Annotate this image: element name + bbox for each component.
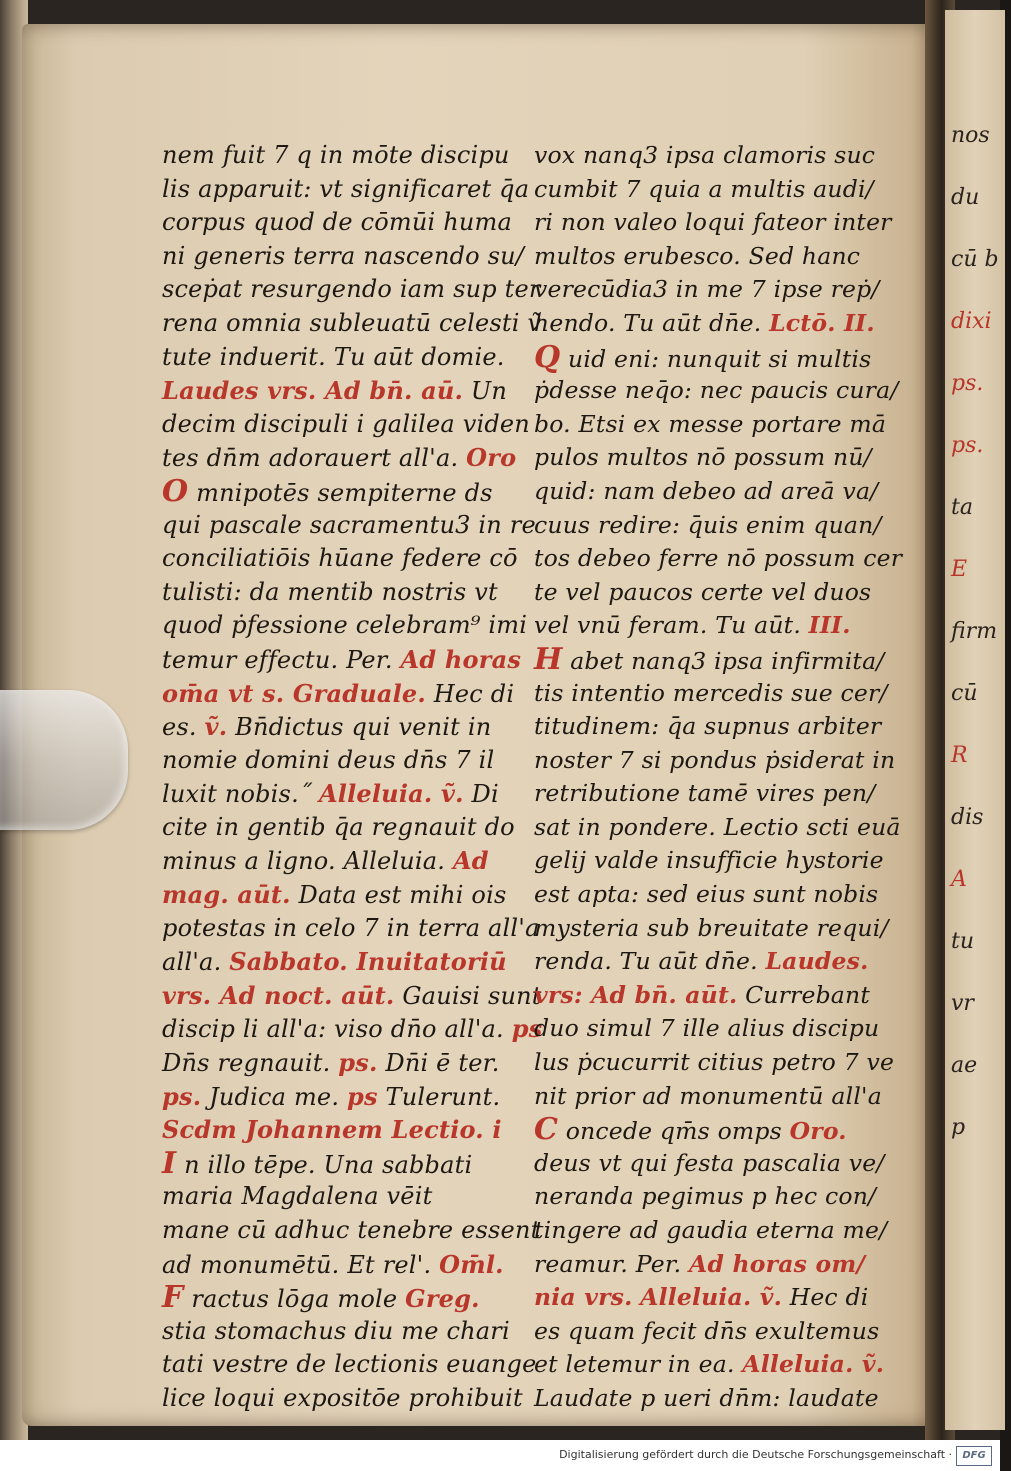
text-segment: renda. Tu aūt dn̄e. — [534, 947, 766, 976]
text-line — [162, 173, 530, 207]
text-segment: sceṗat resurgendo iam sup ter — [162, 275, 541, 304]
text-segment: tute induerit. Tu aūt domie. — [162, 342, 505, 371]
rubric: mag. aūt. — [162, 880, 291, 910]
text-line — [534, 979, 892, 1013]
text-segment: vox nanq3 ipsa clamoris suc — [534, 141, 876, 169]
text-line — [162, 1281, 520, 1315]
text-segment: Currebant — [737, 980, 870, 1009]
text-segment: nomie domini deus dn̄s 7 il — [162, 745, 495, 774]
text-segment: Hec di — [781, 1283, 869, 1312]
text-line — [534, 1180, 892, 1214]
initial-letter: H — [534, 641, 563, 677]
text-segment: ad monumētū. Et rel'. — [162, 1250, 440, 1279]
text-line — [162, 878, 520, 912]
text-line — [162, 1248, 520, 1282]
text-segment: n illo tēpe. Una sabbati — [176, 1150, 473, 1179]
page-fragment-text: dixi — [951, 309, 992, 334]
text-segment: Dn̄s regnauit. — [162, 1049, 339, 1078]
rubric: ps — [347, 1081, 378, 1111]
text-line — [534, 173, 892, 207]
text-line — [534, 945, 892, 979]
page-fragment-text: dis — [951, 805, 984, 830]
rubric: Laudes vrs. Ad bn̄. aū. — [162, 376, 464, 406]
text-segment: minus a ligno. Alleluia. — [162, 847, 453, 876]
text-segment: tulisti: da mentib nostris vt — [162, 577, 498, 606]
digitization-footer — [0, 1440, 1000, 1471]
text-segment: ṗdesse neq̄o: nec paucis cura/ — [534, 376, 899, 405]
initial-letter: C — [534, 1112, 559, 1148]
page-fragment-text: ae — [951, 1053, 978, 1078]
rubric: Ad horas — [400, 644, 522, 674]
text-segment: cumbit 7 quia a multis audi/ — [534, 174, 874, 203]
text-line — [534, 576, 892, 610]
page-fragment-text: tu — [951, 929, 975, 954]
text-segment: es. — [162, 713, 205, 742]
text-segment: Laudate p ueri dn̄m: laudate — [534, 1383, 879, 1412]
text-line — [162, 1214, 541, 1248]
text-segment: pulos multos nō possum nū/ — [534, 443, 872, 472]
text-line — [162, 1382, 523, 1416]
text-line — [162, 811, 520, 845]
text-segment: Un — [463, 377, 507, 406]
text-segment: abet nanq3 ipsa infirmita/ — [562, 646, 885, 675]
text-segment: gelij valde insufficie hystorie — [534, 846, 884, 875]
left-text-column — [162, 139, 543, 1416]
text-segment: deus vt qui festa pascalia ve/ — [534, 1148, 885, 1177]
rubric: Oro. — [789, 1117, 847, 1146]
text-segment: corpus quod de cōmūi huma — [162, 208, 512, 237]
text-segment: duo simul 7 ille alius discipu — [534, 1014, 880, 1043]
rubric: ps — [511, 1014, 543, 1044]
text-segment: hendo. Tu aūt dn̄e. — [534, 308, 770, 337]
text-segment: Dn̄i ē ter. — [377, 1049, 500, 1078]
rubric: Alleluia. ṽ. — [742, 1350, 885, 1379]
initial-letter: F — [162, 1280, 184, 1316]
text-segment: quod ṗfessione celebram⁹ imi — [162, 611, 528, 640]
text-line — [162, 542, 520, 576]
right-text-column — [534, 139, 903, 1416]
text-line — [534, 1248, 892, 1282]
rubric: Scdm Johannem Lectio. i — [162, 1115, 502, 1145]
plastic-page-clip — [0, 690, 128, 830]
text-segment: et letemur in ea. — [534, 1350, 743, 1379]
text-segment: es quam fecit dn̄s exultemus — [534, 1316, 880, 1345]
text-segment: sat in pondere. Lectio scti euā — [534, 812, 901, 841]
text-line — [162, 677, 520, 711]
text-segment: noster 7 si pondus ṗsiderat in — [534, 745, 896, 774]
text-line — [534, 273, 892, 307]
text-segment: Gauisi sunt — [394, 981, 542, 1010]
text-line — [534, 710, 892, 744]
page-fragment-text: p — [951, 1115, 966, 1140]
rubric: Oro — [466, 443, 517, 473]
text-line — [534, 139, 892, 173]
rubric: vrs. Ad noct. aūt. — [162, 980, 395, 1010]
text-line — [534, 374, 899, 408]
rubric: Ad — [452, 846, 489, 876]
text-line — [534, 1348, 892, 1382]
text-line — [162, 643, 520, 677]
text-segment: Bn̄dictus qui venit in — [227, 713, 492, 742]
text-segment: cuus redire: q̄uis enim quan/ — [534, 510, 882, 539]
text-segment: tos debeo ferre nō possum cer — [534, 544, 903, 573]
rubric: Lctō. II. — [769, 308, 875, 337]
text-segment: mnipotēs sempiterne ds — [188, 478, 493, 507]
text-line — [534, 206, 892, 240]
text-line — [162, 744, 520, 778]
text-line — [534, 542, 903, 576]
text-line — [534, 509, 892, 543]
text-segment — [632, 1283, 640, 1311]
text-segment: verecūdia3 in me 7 ipse reṗ/ — [534, 275, 880, 304]
text-line — [162, 1348, 537, 1382]
text-line — [534, 643, 892, 677]
rubric: Laudes. — [765, 947, 869, 976]
text-line — [162, 1113, 520, 1147]
page-fragment-text: ta — [951, 495, 973, 520]
text-segment: stia stomachus diu me chari — [162, 1316, 510, 1345]
text-line — [162, 1315, 520, 1349]
rubric: nia vrs. — [534, 1283, 633, 1312]
rubric: vrs: Ad bn̄. aūt. — [534, 980, 738, 1009]
text-line — [162, 979, 542, 1013]
text-line — [534, 1012, 892, 1046]
text-line — [162, 1046, 520, 1080]
text-line — [534, 1080, 892, 1114]
text-segment: titudinem: q̄a supnus arbiter — [534, 712, 882, 741]
page-fragment-text: E — [951, 557, 968, 582]
text-line — [162, 206, 520, 240]
text-line — [534, 1214, 892, 1248]
text-segment: qui pascale sacramentu3 in re — [162, 510, 536, 539]
text-segment: all'a. — [162, 948, 230, 977]
text-line — [162, 609, 528, 643]
text-line — [534, 677, 892, 711]
text-segment: uid eni: nunquit si multis — [560, 344, 872, 373]
page-fragment-text: cū b — [951, 247, 999, 272]
text-segment: nem fuit 7 q in mōte discipu — [162, 141, 510, 169]
text-segment: nit prior ad monumentū all'a — [534, 1081, 882, 1110]
text-segment: tingere ad gaudia eterna me/ — [534, 1216, 888, 1244]
text-segment: Di — [463, 780, 499, 809]
text-line — [162, 408, 530, 442]
text-line — [534, 1147, 892, 1181]
text-segment: tes dn̄m adorauert all'a. — [162, 444, 467, 473]
initial-letter: O — [162, 473, 189, 509]
text-segment: mysteria sub breuitate requi/ — [534, 913, 889, 942]
text-segment: Hec di — [425, 679, 515, 708]
text-line — [162, 1012, 543, 1046]
text-line — [162, 1080, 520, 1114]
text-line — [534, 744, 896, 778]
text-line — [534, 1315, 892, 1349]
text-line — [162, 777, 520, 811]
text-line — [162, 912, 540, 946]
text-segment: lis apparuit: vt significaret q̄a — [162, 174, 530, 203]
rubric: Om̄l. — [439, 1249, 504, 1279]
text-line — [534, 475, 892, 509]
text-line — [534, 1113, 892, 1147]
text-segment: decim discipuli i galilea viden — [162, 409, 530, 438]
page-fragment-text: vr — [951, 991, 974, 1016]
text-line — [534, 1046, 895, 1080]
text-line — [162, 307, 542, 341]
page-fragment-text: ps. — [951, 433, 984, 458]
page-fragment-text: R — [951, 743, 968, 768]
text-line — [162, 374, 520, 408]
text-segment: reamur. Per. — [534, 1249, 690, 1278]
initial-letter: Q — [534, 339, 561, 375]
page-fragment-text: ps. — [951, 371, 984, 396]
text-line — [162, 273, 541, 307]
page-fragment-text: A — [951, 867, 967, 892]
rubric: Ad horas om/ — [689, 1249, 866, 1278]
text-line — [534, 408, 892, 442]
text-segment: vel vnū feram. Tu aūt. — [534, 611, 809, 640]
text-line — [534, 1382, 892, 1416]
rubric: om̄a vt s. Graduale. — [162, 678, 426, 708]
text-segment: quid: nam debeo ad areā va/ — [534, 476, 879, 505]
rubric: ps. — [338, 1048, 378, 1078]
text-segment: retributione tamē vires pen/ — [534, 779, 876, 808]
text-line — [162, 441, 520, 475]
text-segment: ri non valeo loqui fateor inter — [534, 208, 892, 237]
text-line — [162, 576, 520, 610]
text-segment: neranda pegimus p hec con/ — [534, 1182, 877, 1211]
text-line — [162, 240, 525, 274]
funding-credit: Digitalisierung gefördert durch die Deutsche Forschungsgemeinschaft · — [559, 1448, 952, 1461]
text-line — [534, 844, 892, 878]
text-line — [162, 475, 520, 509]
text-segment: discip li all'a: viso dn̄o all'a. — [162, 1015, 512, 1044]
text-line — [534, 609, 892, 643]
text-segment: Tulerunt. — [377, 1082, 501, 1111]
text-segment: oncede qm̄s omps — [558, 1117, 790, 1146]
text-line — [534, 240, 892, 274]
text-segment: est apta: sed eius sunt nobis — [534, 880, 879, 909]
text-line — [534, 441, 892, 475]
text-line — [534, 878, 892, 912]
text-segment: conciliatiōis hūane federe cō — [162, 544, 518, 573]
text-segment: lus ṗcucurrit citius petro 7 ve — [534, 1048, 895, 1077]
text-segment: ractus lōga mole — [183, 1285, 406, 1314]
rubric: ṽ. — [204, 712, 228, 742]
rubric: Greg. — [405, 1284, 480, 1314]
text-line — [534, 341, 892, 375]
text-line — [534, 1281, 892, 1315]
text-segment: temur effectu. Per. — [162, 645, 401, 674]
text-segment: tis intentio mercedis sue cer/ — [534, 678, 888, 707]
book-page-right-fragment — [945, 10, 1005, 1430]
rubric: Alleluia. ṽ. — [318, 779, 464, 809]
text-line — [162, 1180, 520, 1214]
text-segment: Data est mihi ois — [290, 881, 507, 910]
text-line — [534, 811, 901, 845]
rubric: III. — [808, 611, 851, 640]
text-line — [534, 912, 892, 946]
text-segment: Judica me. — [201, 1082, 347, 1111]
page-fragment-text: cū — [951, 681, 978, 706]
text-segment: cite in gentib q̄a regnauit do — [162, 812, 515, 841]
rubric: ps. — [162, 1081, 202, 1111]
text-line — [162, 341, 520, 375]
text-line — [534, 777, 892, 811]
page-fragment-text: nos — [951, 123, 990, 148]
text-segment: multos erubesco. Sed hanc — [534, 241, 861, 270]
text-line — [534, 307, 892, 341]
text-segment: tati vestre de lectionis euange — [162, 1350, 537, 1379]
dfg-logo: DFG — [956, 1446, 992, 1466]
text-segment: potestas in celo 7 in terra all'a — [162, 913, 540, 942]
text-segment: te vel paucos certe vel duos — [534, 577, 872, 606]
text-segment: lice loqui expositōe prohibuit — [162, 1383, 523, 1412]
text-line — [162, 945, 520, 979]
text-segment: ni generis terra nascendo su/ — [162, 241, 525, 270]
text-segment: rena omnia subleuatū celesti ṽ — [162, 308, 542, 337]
text-line — [162, 509, 536, 543]
text-segment: bo. Etsi ex messe portare mā — [534, 409, 887, 438]
text-line — [162, 844, 520, 878]
text-line — [162, 139, 520, 173]
initial-letter: I — [162, 1145, 177, 1181]
text-line — [162, 1147, 520, 1181]
text-line — [162, 710, 520, 744]
text-segment: luxit nobis.˝ — [162, 780, 319, 809]
text-segment: maria Magdalena vēit — [162, 1182, 433, 1211]
rubric: Alleluia. ṽ. — [640, 1283, 782, 1312]
text-segment: mane cū adhuc tenebre essent — [162, 1216, 541, 1244]
book-page-left — [22, 24, 940, 1426]
rubric: Sabbato. Inuitatoriū — [229, 947, 507, 977]
page-fragment-text: du — [951, 185, 980, 210]
page-fragment-text: firm — [951, 619, 998, 644]
